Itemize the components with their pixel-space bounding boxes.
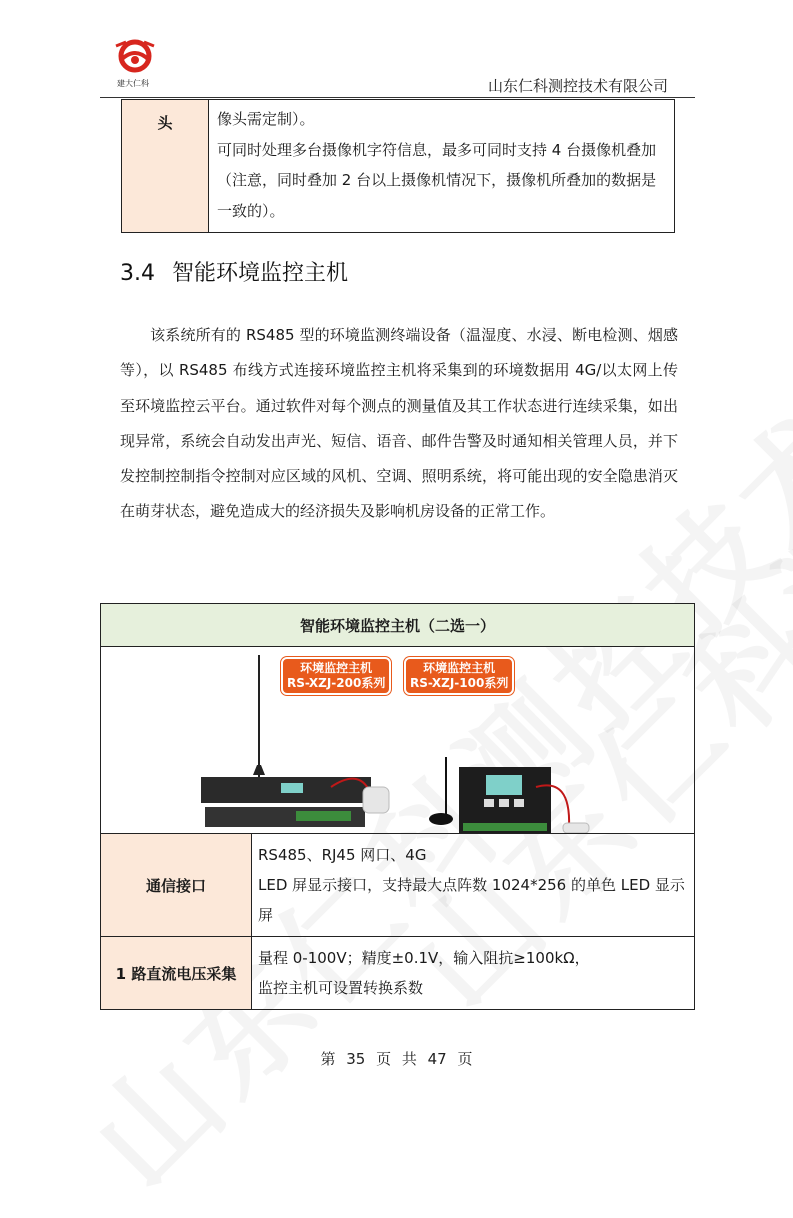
header-company-name: 山东仁科测控技术有限公司 (487, 77, 668, 95)
content-line: 一致的）。 (217, 201, 285, 220)
body-paragraph (120, 318, 678, 530)
badge-line: 环境监控主机 (300, 661, 373, 675)
badge-line: RS-XZJ-200系列 (287, 676, 386, 690)
table-title: 智能环境监控主机（二选一） (101, 604, 695, 647)
content-line: 屏 (258, 906, 274, 924)
row-label: 1 路直流电压采集 (101, 937, 252, 1010)
content-line: 像头需定制）。 (217, 110, 315, 128)
badge-line: RS-XZJ-100系列 (410, 676, 509, 690)
logo-text: 建大仁科 (117, 79, 149, 88)
product-spec-table (100, 603, 695, 1010)
section-number: 3.4 (120, 261, 155, 286)
row-content (252, 937, 695, 1010)
badge-line: 环境监控主机 (423, 661, 496, 675)
paragraph-text: 该系统所有的 RS485 型的环境监测终端设备（温湿度、水浸、断电检测、烟感等），以 RS485 布线方式连接环境监控主机将采集到的环境数据用 4G/以太网上传至环境监控云平台。通过软件对每个测点的测量值及其工作状态进行连续采集，如出现异常，系统会自动发出声光、短信、语音、邮件告警及时通知相关管理人员，并下发控制控制指令控制对应区域的风机、空调、照明系统，将可能出现的安全隐患消灭在萌芽状态，避免造成大的经济损失及影响机房设备的正常工作。 (120, 326, 678, 521)
row-label: 头 (122, 100, 209, 233)
section-title: 智能环境监控主机 (172, 261, 349, 286)
page-number: 第 35 页 共 47 页 (320, 1050, 473, 1068)
section-heading (120, 256, 348, 287)
row-label: 通信接口 (101, 834, 252, 937)
content-line: RS485、RJ45 网口、4G (258, 846, 427, 864)
product-photo (101, 647, 694, 833)
content-line: 量程 0-100V；精度±0.1V，输入阻抗≥100kΩ， (258, 949, 590, 967)
content-line: （注意，同时叠加 2 台以上摄像机情况下，摄像机所叠加的数据是 (217, 171, 657, 189)
spec-table-continued (121, 99, 675, 233)
content-line: 监控主机可设置转换系数 (258, 979, 424, 997)
content-line: LED 屏显示接口，支持最大点阵数 1024*256 的单色 LED 显示 (258, 876, 685, 894)
row-content (252, 834, 695, 937)
product-image-cell (101, 647, 695, 834)
header-divider (100, 97, 695, 98)
content-line: 可同时处理多台摄像机字符信息，最多可同时支持 4 台摄像机叠加 (217, 140, 657, 159)
row-content (209, 100, 675, 233)
